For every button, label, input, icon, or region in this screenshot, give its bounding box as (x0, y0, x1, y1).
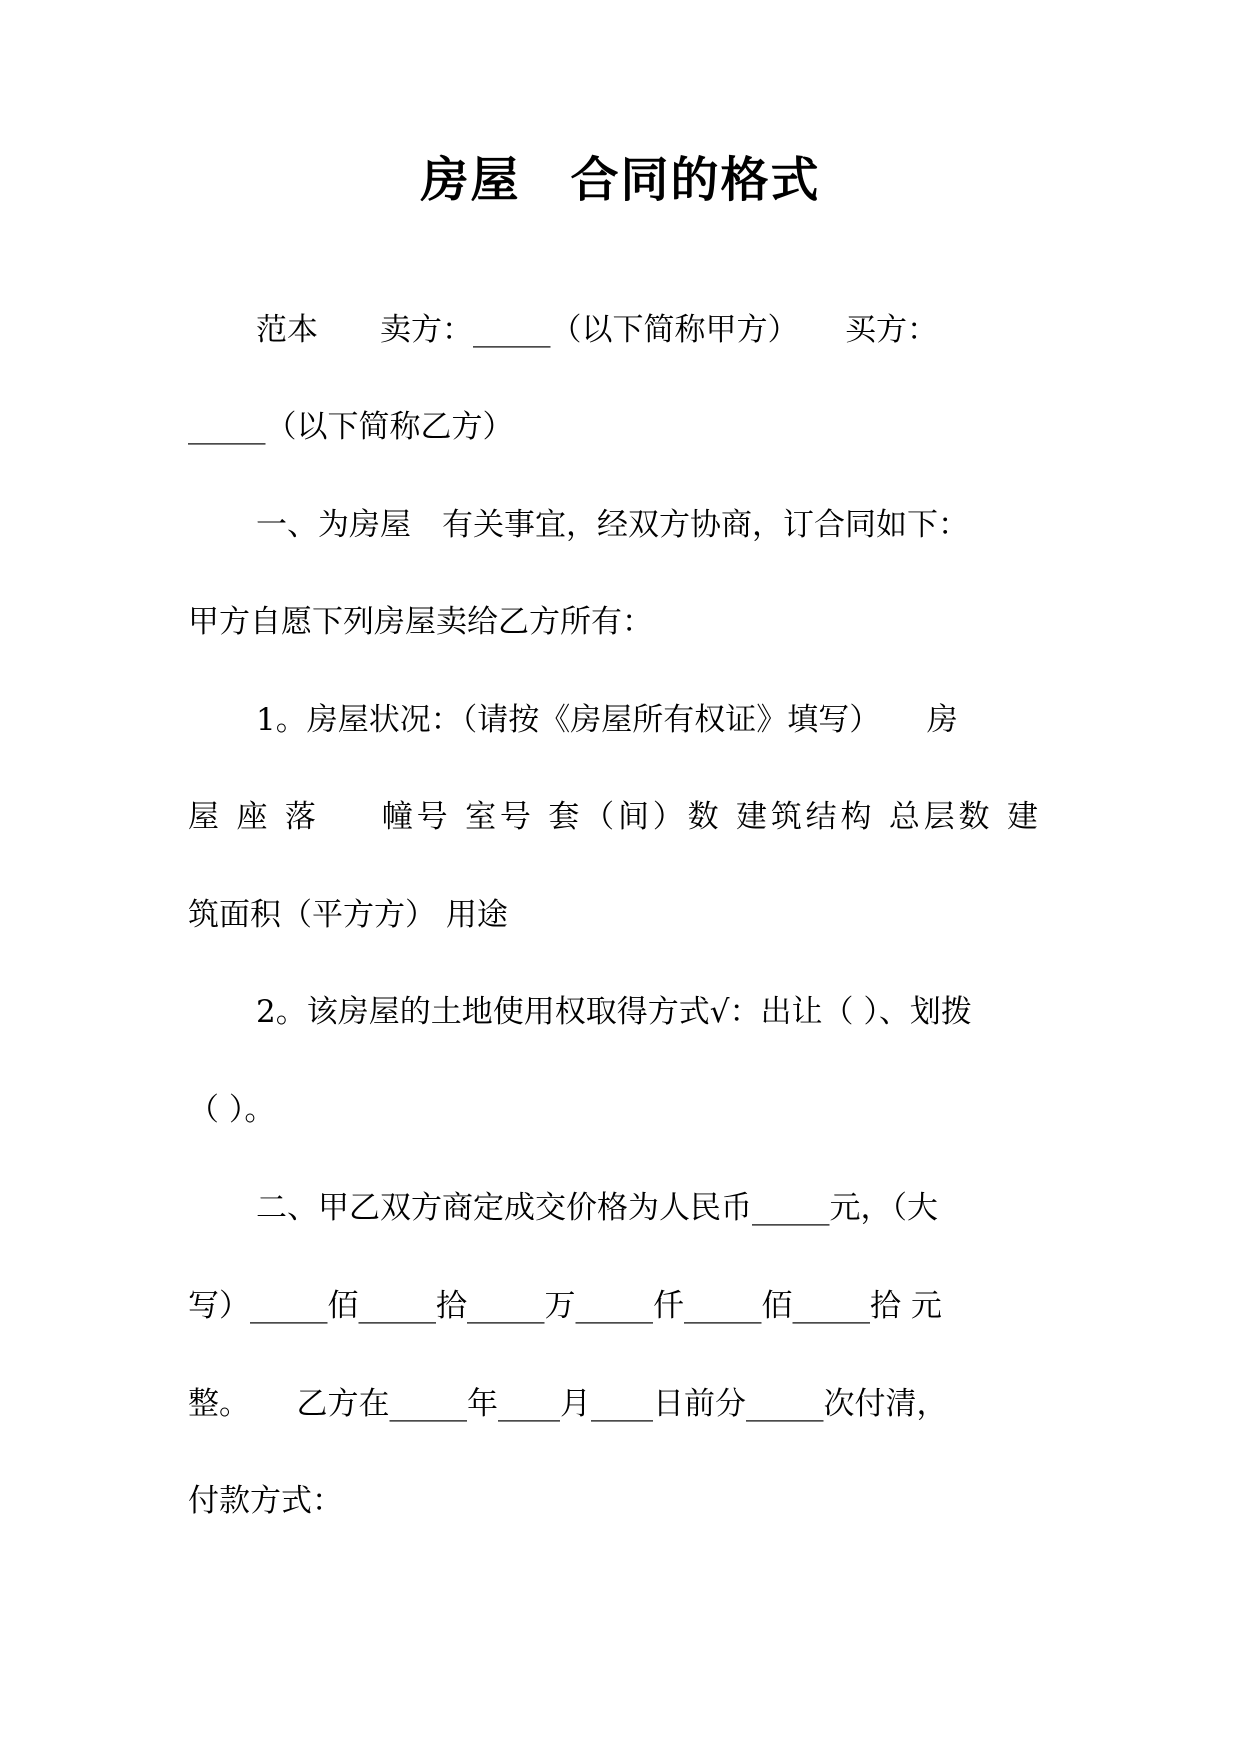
line-buyer-blank: _____（以下简称乙方） (188, 409, 514, 445)
line-house-fields-cont: 筑面积（平方方） 用途 (188, 897, 508, 933)
line-parties-sample: 范本 卖方：_____（以下简称甲方） 买方： (256, 312, 938, 348)
document-title: 房屋 合同的格式 (420, 152, 821, 208)
line-house-fields: 屋 座 落 幢号 室号 套（间）数 建筑结构 总层数 建 (188, 799, 1038, 835)
line-seller-agreement: 甲方自愿下列房屋卖给乙方所有： (188, 604, 653, 640)
line-price-in-words: 写）_____佰_____拾_____万_____仟_____佰_____拾 元 (188, 1288, 942, 1324)
line-clause-two-price: 二、甲乙双方商定成交价格为人民币_____元，（大 (256, 1190, 938, 1226)
line-clause-one-intro: 一、为房屋 有关事宜，经双方协商，订合同如下： (256, 507, 969, 543)
line-house-status: 1。房屋状况：（请按《房屋所有权证》填写） 房 (256, 702, 958, 738)
line-payment-method: 付款方式： (188, 1483, 343, 1519)
line-land-use-right: 2。该房屋的土地使用权取得方式√：出让（ ）、划拨 (256, 994, 972, 1030)
line-land-use-right-cont: （ ）。 (188, 1092, 276, 1128)
line-payment-schedule: 整。 乙方在_____年____月____日前分_____次付清， (188, 1386, 948, 1422)
